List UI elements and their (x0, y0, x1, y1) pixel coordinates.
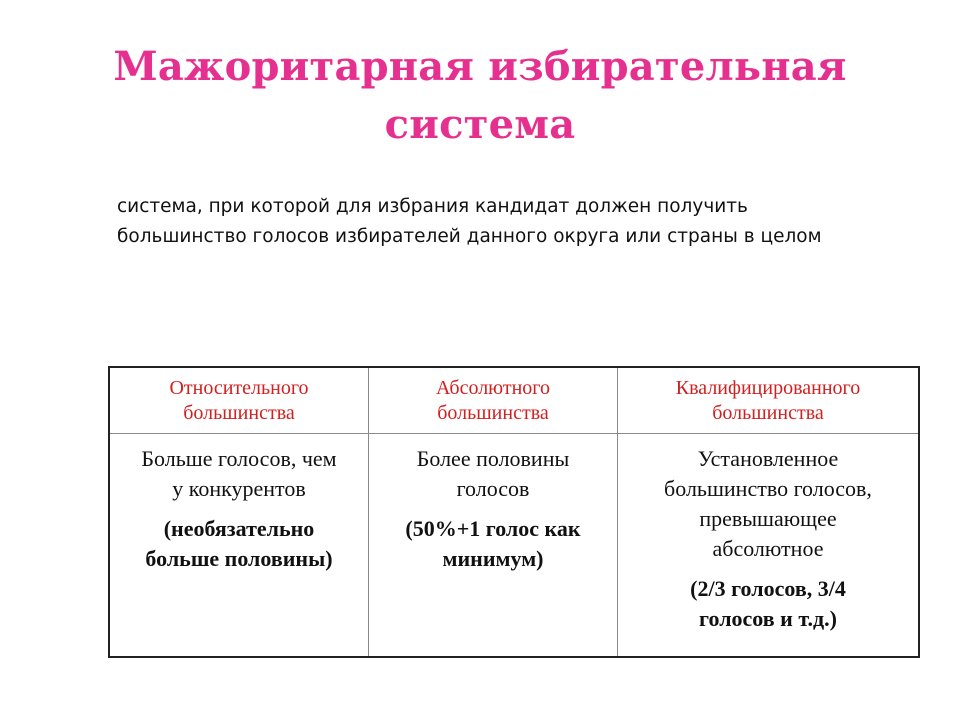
header-line: большинства (712, 402, 824, 424)
slide-title-line2: система (384, 101, 576, 148)
header-line: Относительного (169, 377, 309, 399)
header-absolute-majority (369, 367, 618, 433)
cell-note-line: (50%+1 голос как (405, 515, 581, 541)
cell-text-line: Более половины (416, 445, 570, 471)
cell-text-line: Установленное (697, 445, 839, 471)
definition-line2: большинство голосов избирателей данного округа или страны в целом (117, 226, 822, 247)
slide-title-line1: Мажоритарная избирательная (113, 43, 847, 90)
definition-line1: система, при которой для избрания кандидат должен получить (117, 196, 748, 217)
cell-note (369, 514, 617, 574)
slide-title (0, 38, 960, 154)
cell-absolute-majority (369, 433, 618, 657)
cell-text-line: у конкурентов (172, 475, 306, 501)
majority-types-table (108, 366, 920, 658)
cell-note (618, 574, 918, 634)
header-line: большинства (183, 402, 295, 424)
cell-qualified-majority (618, 433, 920, 657)
cell-note-line: больше половины) (145, 545, 333, 571)
cell-note-line: (необязательно (163, 515, 315, 541)
table-body-row (109, 433, 919, 657)
cell-text-line: превышающее (699, 505, 837, 531)
header-line: большинства (437, 402, 549, 424)
cell-note-line: (2/3 голосов, 3/4 (690, 575, 846, 601)
definition-text (117, 192, 877, 252)
header-line: Абсолютного (435, 377, 551, 399)
header-relative-majority (109, 367, 369, 433)
cell-text-line: большинство голосов, (664, 475, 872, 501)
cell-note-line: минимум) (442, 545, 544, 571)
table-header-row (109, 367, 919, 433)
header-line: Квалифицированного (675, 377, 861, 399)
header-qualified-majority (618, 367, 920, 433)
cell-note-line: голосов и т.д.) (699, 605, 837, 631)
cell-relative-majority (109, 433, 369, 657)
cell-text-line: Больше голосов, чем (141, 445, 337, 471)
cell-note (110, 514, 368, 574)
cell-text-line: абсолютное (712, 535, 824, 561)
cell-text-line: голосов (456, 475, 530, 501)
